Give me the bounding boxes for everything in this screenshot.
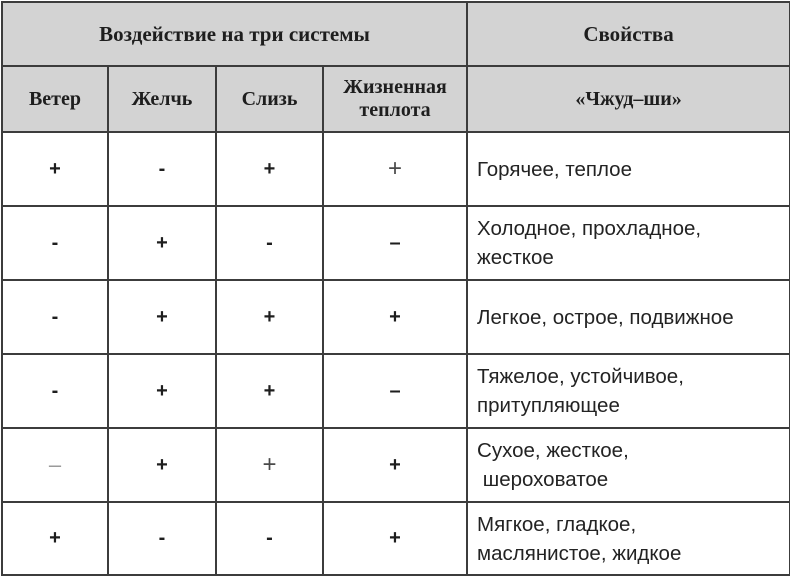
- cell-properties: [467, 280, 790, 354]
- properties-line: Сухое, жесткое,: [477, 439, 629, 462]
- properties-line: маслянистое, жидкое: [477, 541, 682, 565]
- cell-phlegm: +: [216, 428, 323, 502]
- table-row: [2, 206, 790, 280]
- header-phlegm: Слизь: [216, 66, 323, 132]
- header-group-row: [2, 2, 790, 66]
- header-columns-row: [2, 66, 790, 132]
- table-row: [2, 428, 790, 502]
- cell-phlegm: -: [216, 502, 323, 575]
- cell-properties: [467, 206, 790, 280]
- properties-line: Холодное, прохладное,: [477, 217, 702, 240]
- cell-bile: -: [108, 132, 216, 206]
- cell-wind: -: [2, 354, 108, 428]
- header-properties: Свойства: [467, 2, 790, 66]
- cell-wind: –: [2, 428, 108, 502]
- header-wind: Ветер: [2, 66, 108, 132]
- properties-line: Горячее, теплое: [477, 157, 632, 181]
- doshas-properties-table: [1, 1, 790, 576]
- cell-phlegm: -: [216, 206, 323, 280]
- cell-wind: -: [2, 280, 108, 354]
- header-vital-heat: [323, 66, 467, 132]
- cell-properties: [467, 428, 790, 502]
- properties-line: жесткое: [477, 246, 554, 269]
- cell-bile: -: [108, 502, 216, 575]
- cell-phlegm: +: [216, 132, 323, 206]
- table-row: [2, 132, 790, 206]
- cell-bile: +: [108, 280, 216, 354]
- cell-wind: +: [2, 502, 108, 575]
- cell-wind: -: [2, 206, 108, 280]
- table-row: [2, 354, 790, 428]
- table-row: [2, 502, 790, 575]
- cell-vital-heat: +: [323, 280, 467, 354]
- cell-vital-heat: –: [323, 206, 467, 280]
- cell-wind: +: [2, 132, 108, 206]
- cell-vital-heat: +: [323, 502, 467, 575]
- cell-properties: [467, 354, 790, 428]
- properties-line: Тяжелое, устойчивое,: [477, 365, 684, 388]
- header-vital-heat-line1: Жизненная: [343, 76, 447, 98]
- cell-vital-heat: –: [323, 354, 467, 428]
- properties-line: Мягкое, гладкое,: [477, 512, 637, 536]
- header-vital-heat-line2: теплота: [359, 99, 431, 121]
- cell-vital-heat: +: [323, 132, 467, 206]
- cell-bile: +: [108, 354, 216, 428]
- properties-line: шероховатое: [477, 468, 609, 491]
- cell-vital-heat: +: [323, 428, 467, 502]
- properties-line: притупляющее: [477, 394, 620, 417]
- header-impact-three-systems: Воздействие на три системы: [2, 2, 467, 66]
- cell-phlegm: +: [216, 280, 323, 354]
- properties-line: Легкое, острое, подвижное: [477, 305, 734, 329]
- cell-properties: [467, 132, 790, 206]
- header-bile: Желчь: [108, 66, 216, 132]
- cell-bile: +: [108, 428, 216, 502]
- table-row: [2, 280, 790, 354]
- cell-properties: [467, 502, 790, 575]
- header-chzhud-shi: «Чжуд–ши»: [467, 66, 790, 132]
- cell-phlegm: +: [216, 354, 323, 428]
- cell-bile: +: [108, 206, 216, 280]
